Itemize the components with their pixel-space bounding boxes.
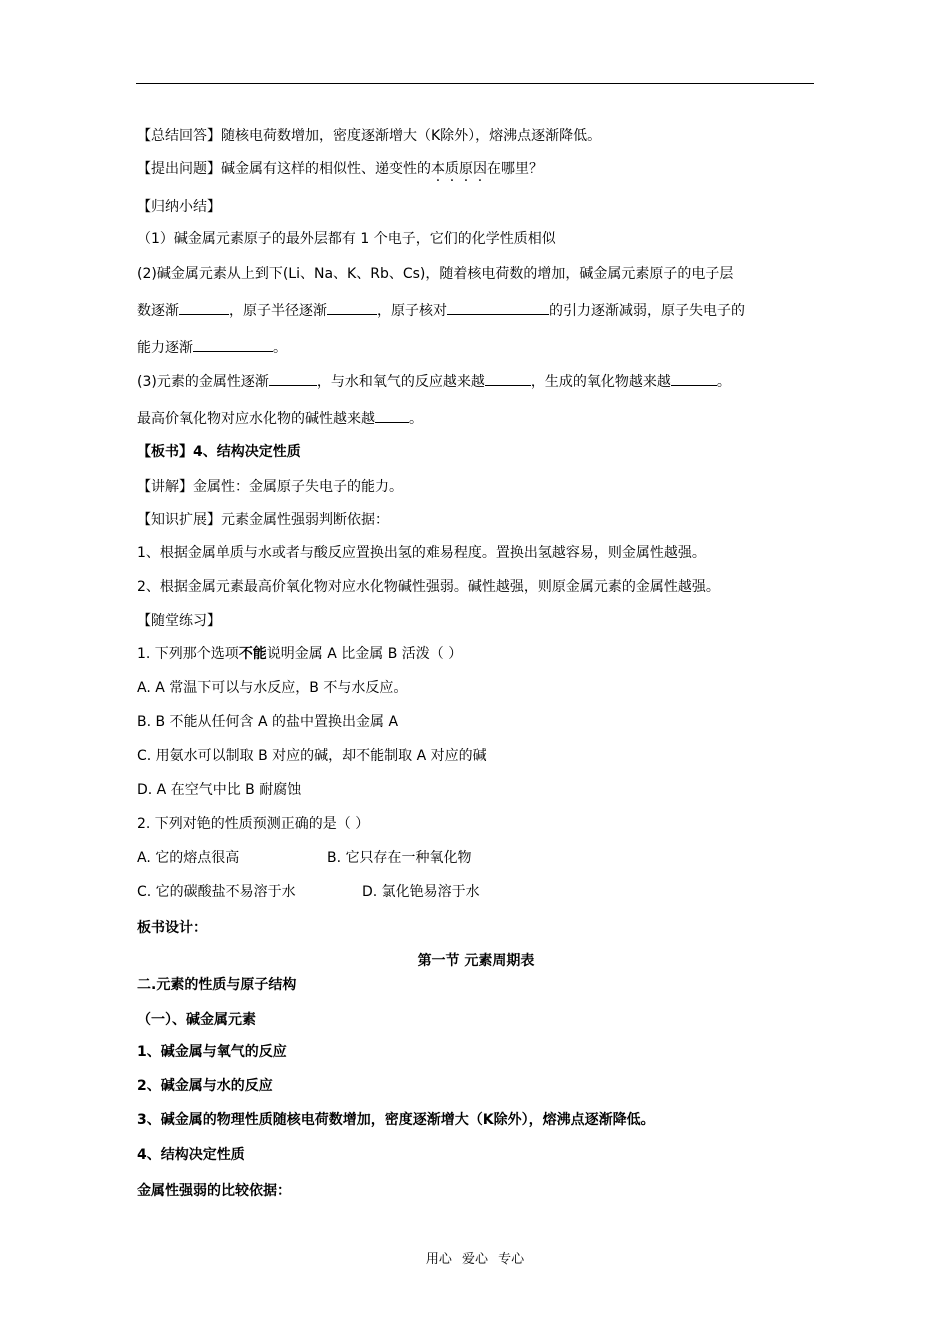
question-line — [137, 159, 543, 179]
question-2-options-cd — [137, 882, 480, 902]
question-1-option-d: D. A 在空气中比 B 耐腐蚀 — [137, 782, 302, 798]
question-2-options-ab — [137, 848, 472, 868]
criterion-1: 1、根据金属单质与水或者与酸反应置换出氢的难易程度。置换出氢越容易，则金属性越强。 — [137, 545, 706, 561]
emphasis-char: 因 — [473, 161, 487, 177]
text: ，生成的氧化物越来越 — [530, 374, 671, 390]
fill-blank[interactable] — [269, 371, 317, 386]
fill-blank[interactable] — [671, 371, 717, 386]
text: 的引力逐渐减弱，原子失电子的 — [549, 303, 745, 319]
text: 说明金属 A 比金属 B 活泼（ ） — [266, 646, 463, 662]
summary-answer-line: 【总结回答】随核电荷数增加，密度逐渐增大（K除外），熔沸点逐渐降低。 — [137, 128, 602, 144]
text: 。 — [716, 374, 731, 390]
text: ，原子核对 — [377, 303, 447, 319]
emphasis-char: 本 — [431, 161, 445, 177]
question-text-end: 在哪里？ — [487, 161, 543, 177]
header-rule — [136, 83, 814, 84]
fill-blank[interactable] — [193, 337, 273, 352]
board-design-heading: 板书设计： — [137, 920, 207, 936]
board-item-4: 4、结构决定性质 — [137, 1147, 245, 1163]
option-b: B. 它只存在一种氧化物 — [327, 850, 472, 866]
summary-point-3-end — [137, 408, 423, 429]
question-1-option-b: B. B 不能从任何含 A 的盐中置换出金属 A — [137, 714, 399, 730]
question-1-option-a: A. A 常温下可以与水反应，B 不与水反应。 — [137, 680, 408, 696]
fill-blank[interactable] — [485, 371, 531, 386]
text: 。 — [273, 340, 287, 356]
fill-blank[interactable] — [179, 300, 229, 315]
text: ，原子半径逐渐 — [229, 303, 327, 319]
page-footer: 用心 爱心 专心 — [425, 1252, 525, 1267]
question-1-option-c: C. 用氨水可以制取 B 对应的碱，却不能制取 A 对应的碱 — [137, 748, 487, 764]
knowledge-extension-line: 【知识扩展】元素金属性强弱判断依据： — [137, 512, 389, 528]
text: 数逐渐 — [137, 303, 179, 319]
summary-point-2-cont — [137, 300, 745, 321]
question-text: 【提出问题】碱金属有这样的相似性、递变性的 — [137, 161, 431, 177]
question-2: 2. 下列对铯的性质预测正确的是（ ） — [137, 816, 370, 832]
board-design-title: 第一节 元素周期表 — [417, 953, 535, 969]
board-section-2: 二.元素的性质与原子结构 — [137, 977, 297, 993]
option-d: D. 氯化铯易溶于水 — [362, 884, 480, 900]
explanation-line: 【讲解】金属性：金属原子失电子的能力。 — [137, 479, 403, 495]
bold-text: 不能 — [238, 646, 267, 662]
option-a: A. 它的熔点很高 — [137, 850, 240, 866]
summary-heading: 【归纳小结】 — [137, 199, 221, 215]
fill-blank[interactable] — [447, 300, 549, 315]
question-1 — [137, 644, 462, 664]
board-metallic-criteria: 金属性强弱的比较依据： — [137, 1183, 291, 1199]
board-subsection-1: （一）、碱金属元素 — [137, 1012, 256, 1028]
emphasis-char: 质 — [445, 161, 459, 177]
fill-blank[interactable] — [375, 408, 409, 423]
summary-point-2-end — [137, 337, 287, 358]
summary-point-2: (2)碱金属元素从上到下(Li、Na、K、Rb、Cs)，随着核电荷数的增加，碱金属元素原子的电子层 — [137, 266, 734, 282]
summary-point-3 — [137, 371, 731, 392]
text: 能力逐渐 — [137, 340, 193, 356]
text: 1. 下列那个选项 — [137, 646, 239, 662]
emphasis-char: 原 — [459, 161, 473, 177]
text: (3)元素的金属性逐渐 — [137, 374, 269, 390]
text: ，与水和氧气的反应越来越 — [316, 374, 485, 390]
board-note-heading: 【板书】4、结构决定性质 — [137, 444, 301, 460]
option-c: C. 它的碳酸盐不易溶于水 — [137, 884, 296, 900]
practice-heading: 【随堂练习】 — [137, 613, 221, 629]
board-item-3: 3、碱金属的物理性质随核电荷数增加，密度逐渐增大（K除外），熔沸点逐渐降低。 — [137, 1112, 655, 1128]
fill-blank[interactable] — [327, 300, 377, 315]
criterion-2: 2、根据金属元素最高价氧化物对应水化物碱性强弱。碱性越强，则原金属元素的金属性越强。 — [137, 579, 720, 595]
text: 。 — [409, 411, 423, 427]
board-item-1: 1、碱金属与氧气的反应 — [137, 1044, 287, 1060]
summary-point-1: （1）碱金属元素原子的最外层都有 1 个电子，它们的化学性质相似 — [137, 231, 556, 247]
board-item-2: 2、碱金属与水的反应 — [137, 1078, 273, 1094]
text: 最高价氧化物对应水化物的碱性越来越 — [137, 411, 375, 427]
